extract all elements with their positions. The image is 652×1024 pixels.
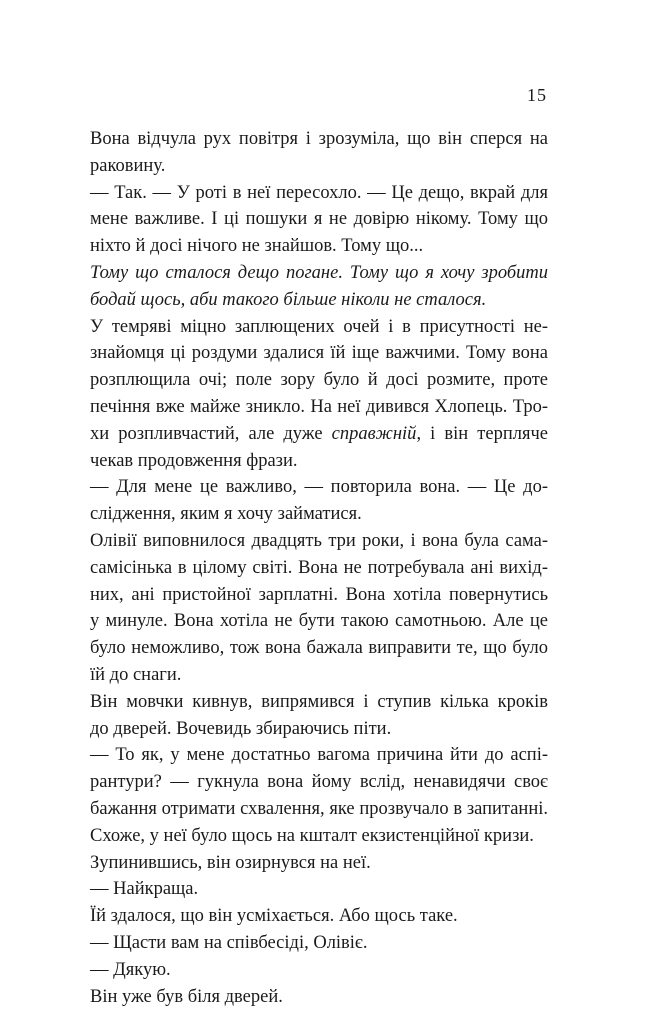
text-line: ніхто й досі нічого не знайшов. Тому що...	[90, 236, 424, 257]
body-text	[90, 126, 548, 1010]
text-line: — Дякую.	[90, 959, 171, 980]
text-line: бажання отримати схвалення, яке прозвучало в запитанні.	[90, 798, 548, 819]
text-line: їй до снаги.	[90, 664, 182, 685]
text-line: них, ані пристойної зарплатні. Вона хотіла повернутись	[90, 584, 548, 605]
text-line: розплющила очі; поле зору було й досі розмите, проте	[90, 370, 548, 391]
text-line: знайомця ці роздуми здалися їй іще важчими. Тому вона	[90, 343, 548, 364]
text-line: — Найкраща.	[90, 879, 199, 900]
text-line: чекав продовження фрази.	[90, 450, 298, 471]
emphasized-word: справжній	[331, 423, 417, 444]
text-line: Схоже, у неї було щось на кшталт екзистенційної кризи.	[90, 825, 534, 846]
text-line: до дверей. Вочевидь збираючись піти.	[90, 718, 392, 739]
text-fragment: , і він терпляче	[416, 423, 548, 444]
text-line: У темряві міцно заплющених очей і в присутності не-	[90, 316, 548, 337]
text-line: раковину.	[90, 155, 166, 176]
page-number: 15	[527, 85, 547, 105]
text-line: бодай щось, аби такого більше ніколи не сталося.	[90, 289, 487, 310]
text-line: — То як, у мене достатньо вагома причина йти до аспі-	[90, 745, 548, 766]
text-line: Він уже був біля дверей.	[90, 986, 283, 1007]
text-line	[90, 421, 548, 448]
text-line: Вона відчула рух повітря і зрозуміла, що він сперся на	[90, 129, 548, 149]
text-line: — Так. — У роті в неї пересохло. — Це дещо, вкрай для	[90, 182, 548, 203]
text-line: — Для мене це важливо, — повторила вона. — Це до-	[90, 477, 548, 498]
text-line: слідження, яким я хочу займатися.	[90, 504, 362, 525]
text-line: Тому що сталося дещо погане. Тому що я хочу зробити	[90, 262, 548, 283]
text-line: Олівії виповнилося двадцять три роки, і вона була сама-	[90, 530, 548, 551]
text-line: Їй здалося, що він усміхається. Або щось таке.	[90, 906, 458, 927]
text-line: Зупинившись, він озирнувся на неї.	[90, 852, 371, 873]
text-line: у минуле. Вона хотіла не бути такою самотньою. Але це	[90, 611, 548, 632]
text-line: було неможливо, тож вона бажала виправити те, що було	[90, 638, 548, 659]
text-line: — Щасти вам на співбесіді, Олівіє.	[90, 932, 368, 953]
text-line: самісінька в цілому світі. Вона не потребувала ані вихід-	[90, 557, 548, 578]
text-line: рантури? — гукнула вона йому вслід, ненавидячи своє	[90, 772, 548, 793]
text-line: Він мовчки кивнув, випрямився і ступив кілька кроків	[90, 691, 548, 712]
text-fragment: хи розпливчастий, але дуже	[90, 423, 332, 444]
text-line: мене важливе. І ці пошуки я не довірю нікому. Тому що	[90, 209, 548, 230]
text-line: печіння вже майже зникло. На неї дивився Хлопець. Тро-	[90, 396, 548, 417]
